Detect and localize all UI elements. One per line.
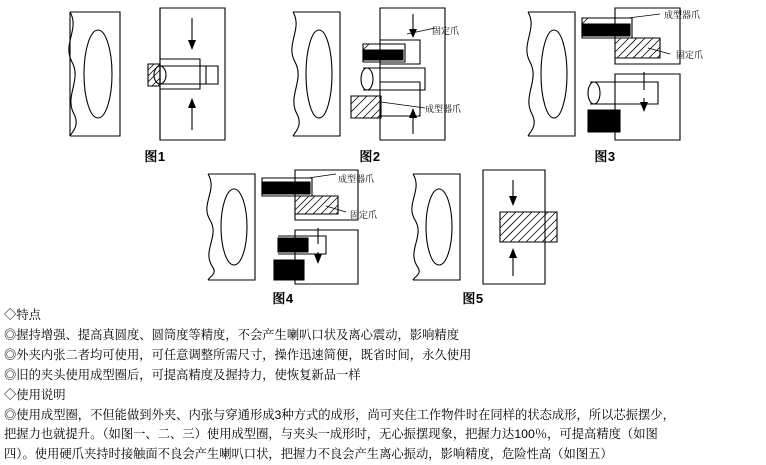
figure-4-caption: 图4 (272, 291, 294, 306)
figure-3-caption: 图3 (594, 149, 616, 164)
figure-5-drawing (405, 168, 585, 286)
usage-item-2: 使用硬爪夹持时接触面不良会产生喇叭口状，把握力不良会产生离心振动，影响精度，危险性高（如图五） (34, 447, 613, 462)
figure-4-drawing (200, 168, 410, 286)
figure-4-label-forming-jaw: 成型器爪 (338, 174, 375, 184)
figure-2-caption: 图2 (359, 149, 381, 164)
heading-features: ◇特点 (4, 308, 41, 322)
figure-5-caption: 图5 (462, 291, 484, 306)
heading-usage: ◇使用说明 (4, 387, 66, 402)
usage-item-1-line-3-text: 四）。 (4, 447, 35, 462)
figure-4-label-fixed-jaw: 固定爪 (350, 210, 378, 220)
figure-2-drawing (285, 4, 495, 144)
figure-2-label-forming-jaw: 成型器爪 (425, 104, 462, 114)
feature-item-2: ◎外夹内张二者均可使用，可任意调整所需尺寸，操作迅速简便，既省时间，永久使用 (4, 347, 472, 362)
figure-3-label-fixed-jaw: 固定爪 (676, 50, 704, 60)
figure-1-caption: 图1 (144, 149, 166, 164)
figure-1-drawing (60, 4, 255, 144)
figure-2-label-fixed-jaw: 固定爪 (432, 26, 460, 36)
usage-item-1-line-3 (4, 445, 762, 465)
usage-item-1-line-1: ◎使用成型圈，不但能做到外夹、内张与穿通形成3种方式的成形，尚可夹住工作物件时在同样的状态成形，所以芯振摆少， (4, 407, 675, 422)
feature-item-3: ◎旧的夹头使用成型圈后，可提高精度及握持力，使恢复新品一样 (4, 367, 361, 382)
usage-item-1-line-2: 把握力也就提升。（如图一、二、三）使用成型圈，与夹头一成形时，无心振摆现象，把握力达100％，可提高精度（如图 (4, 427, 658, 442)
description-text-block (4, 306, 762, 465)
feature-item-1: ◎握持增强、提高真圆度、圆筒度等精度，不会产生喇叭口状及离心震动，影响精度 (4, 327, 459, 342)
figure-3-drawing (520, 4, 735, 144)
figure-3-label-forming-jaw: 成型器爪 (664, 10, 701, 20)
